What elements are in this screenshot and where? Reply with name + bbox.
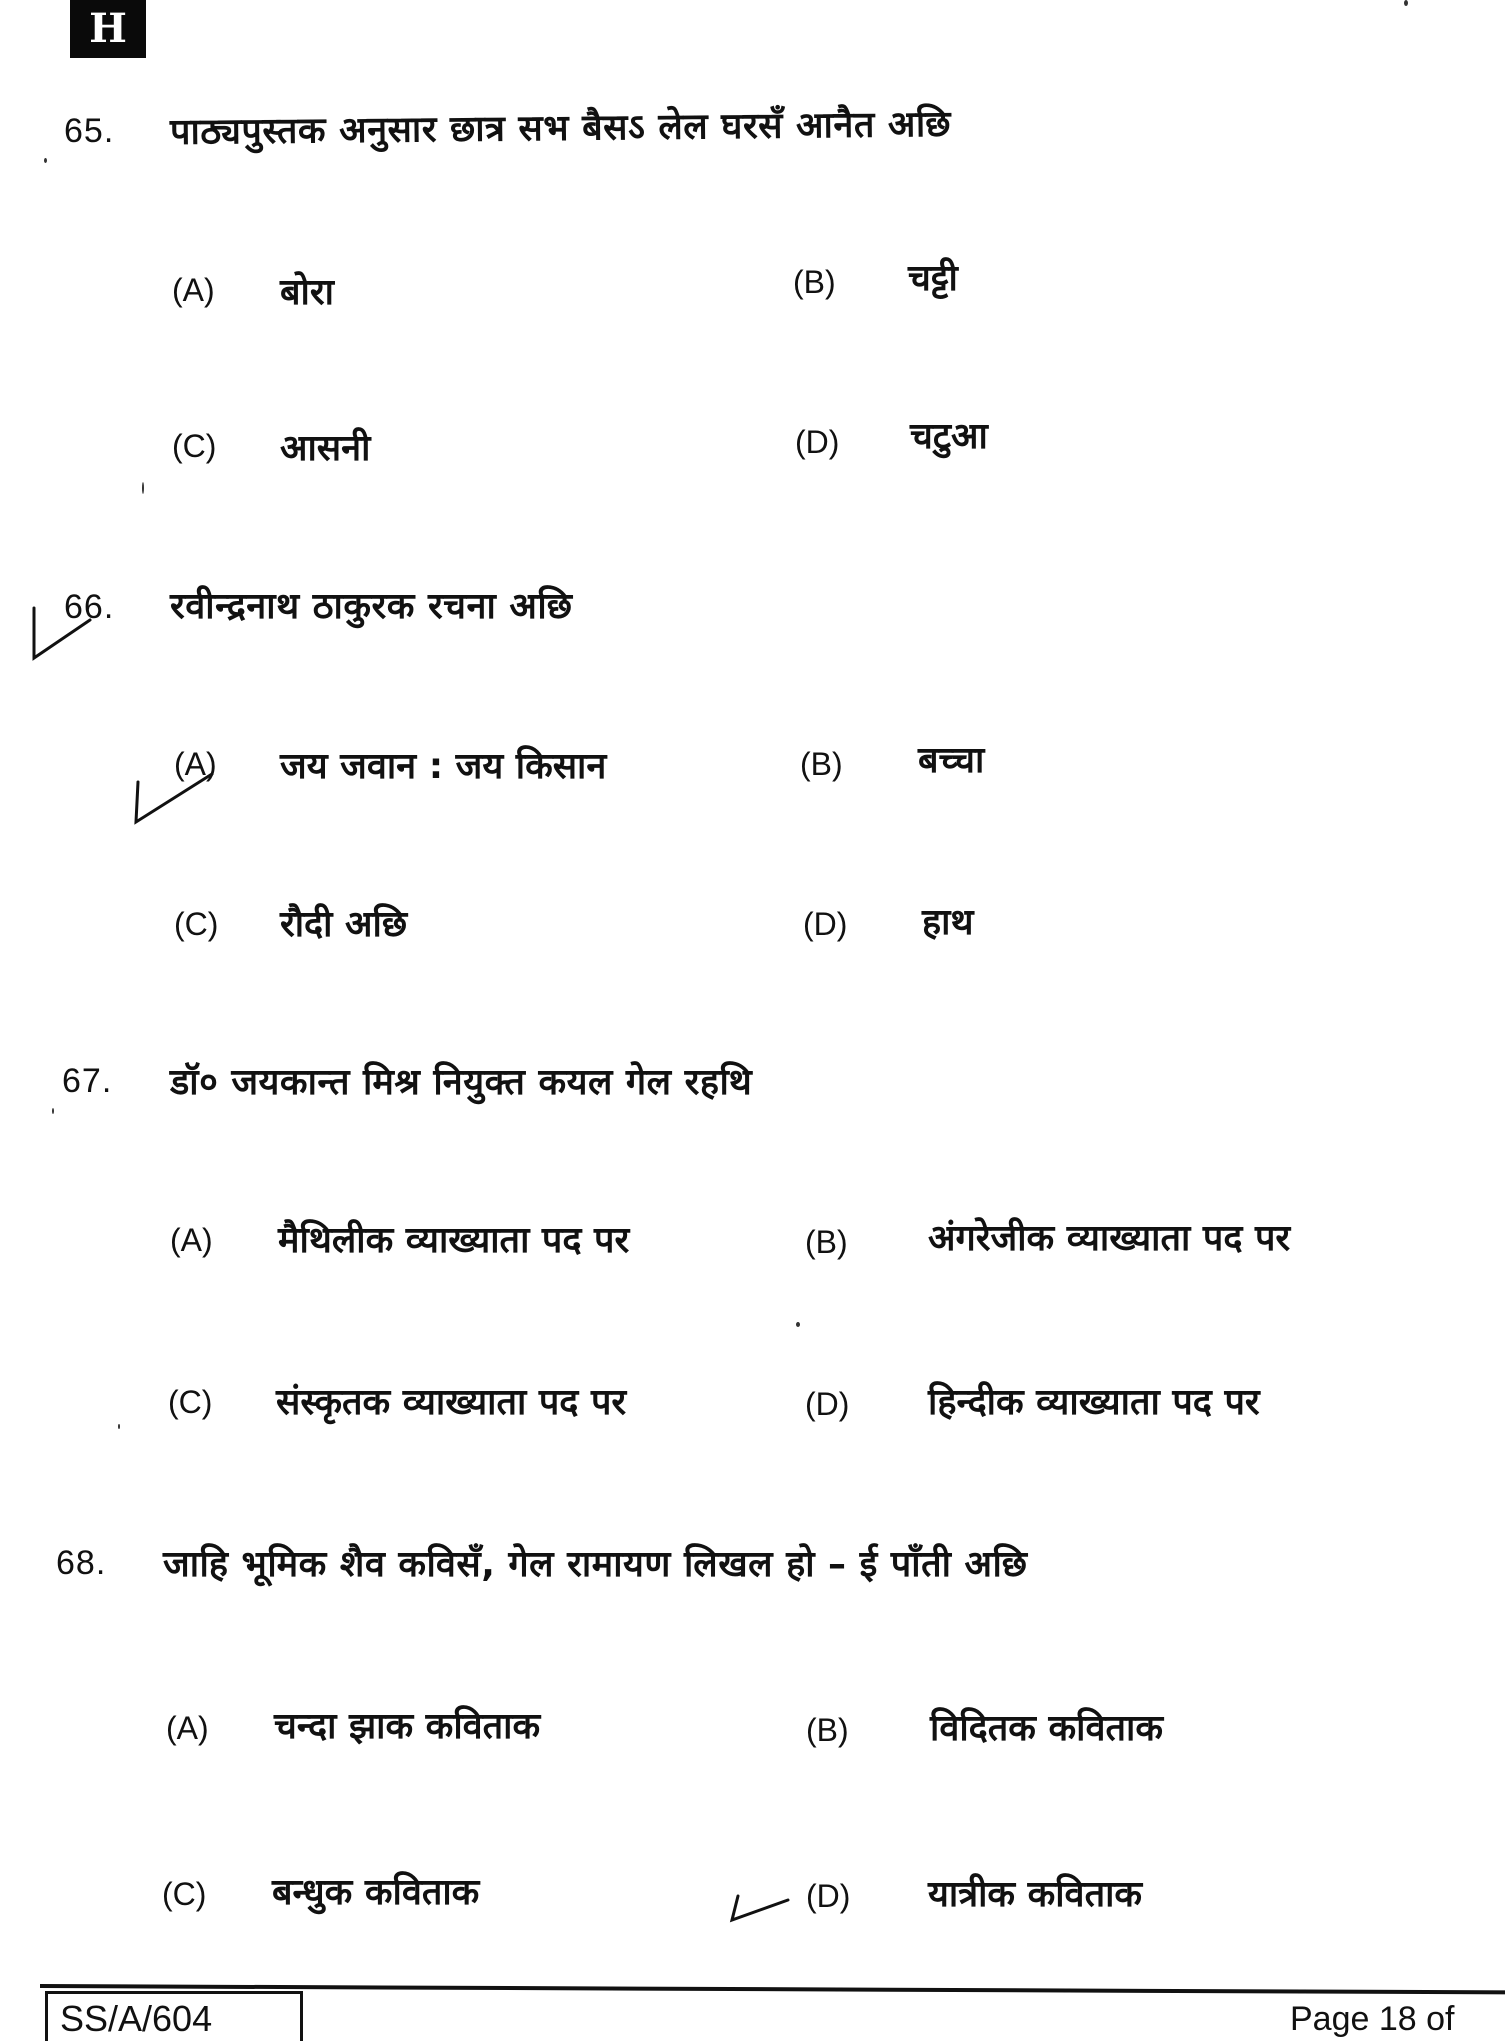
option-text-b: बच्चा bbox=[918, 740, 985, 781]
option-label-b: (B) bbox=[800, 746, 843, 782]
option-text-d: हिन्दीक व्याख्याता पद पर bbox=[928, 1382, 1260, 1423]
scan-speck bbox=[1404, 0, 1408, 6]
option-label-b: (B) bbox=[805, 1224, 848, 1260]
section-badge: H bbox=[70, 0, 146, 58]
option-label-c: (C) bbox=[162, 1876, 207, 1912]
question-text: जाहि भूमिक शैव कविसँ, गेल रामायण लिखल हो – ई पाँती अछि bbox=[163, 1544, 1028, 1585]
question-number: 68. bbox=[56, 1544, 107, 1582]
question-text: डॉ० जयकान्त मिश्र नियुक्त कयल गेल रहथि bbox=[170, 1062, 753, 1103]
checkmark-icon bbox=[132, 768, 222, 828]
option-text-a: चन्दा झाक कविताक bbox=[274, 1706, 541, 1747]
option-text-d: हाथ bbox=[922, 902, 974, 943]
checkmark-icon bbox=[28, 600, 118, 666]
paper-code: SS/A/604 bbox=[45, 1991, 303, 2041]
option-text-b: विदितक कविताक bbox=[930, 1708, 1163, 1749]
scan-speck bbox=[118, 1424, 120, 1429]
option-label-a: (A) bbox=[174, 746, 217, 782]
option-label-d: (D) bbox=[805, 1386, 850, 1422]
option-label-b: (B) bbox=[793, 264, 836, 300]
option-text-a: जय जवान : जय किसान bbox=[280, 746, 607, 787]
option-label-d: (D) bbox=[806, 1878, 851, 1914]
option-label-b: (B) bbox=[806, 1712, 849, 1748]
option-label-c: (C) bbox=[172, 428, 217, 464]
option-label-a: (A) bbox=[172, 272, 215, 308]
question-number: 65. bbox=[64, 112, 115, 150]
question-text: रवीन्द्रनाथ ठाकुरक रचना अछि bbox=[170, 586, 573, 627]
option-text-b: अंगरेजीक व्याख्याता पद पर bbox=[928, 1218, 1291, 1259]
scan-speck bbox=[44, 158, 47, 163]
option-text-c: बन्धुक कविताक bbox=[272, 1872, 480, 1913]
question-text: पाठ्यपुस्तक अनुसार छात्र सभ बैसऽ लेल घरसँ आनैत अछि bbox=[169, 103, 952, 153]
option-text-a: बोरा bbox=[280, 272, 334, 313]
scan-speck bbox=[52, 1108, 54, 1114]
question-number: 66. bbox=[64, 588, 115, 626]
question-number: 67. bbox=[62, 1062, 113, 1100]
scan-speck bbox=[796, 1322, 800, 1327]
option-text-d: चटुआ bbox=[910, 416, 988, 457]
checkmark-icon bbox=[728, 1886, 792, 1926]
page-number: Page 18 of bbox=[1290, 2000, 1455, 2038]
option-label-a: (A) bbox=[166, 1710, 209, 1746]
option-text-c: रौदी अछि bbox=[280, 904, 408, 945]
option-label-d: (D) bbox=[803, 906, 848, 942]
option-text-c: संस्कृतक व्याख्याता पद पर bbox=[276, 1382, 627, 1423]
option-text-d: यात्रीक कविताक bbox=[928, 1874, 1143, 1915]
option-label-a: (A) bbox=[170, 1222, 213, 1258]
option-label-c: (C) bbox=[168, 1384, 213, 1420]
scan-speck bbox=[142, 482, 144, 494]
option-label-c: (C) bbox=[174, 906, 219, 942]
option-label-d: (D) bbox=[795, 424, 840, 460]
option-text-c: आसनी bbox=[280, 428, 371, 469]
option-text-a: मैथिलीक व्याख्याता पद पर bbox=[278, 1220, 630, 1261]
option-text-b: चट्टी bbox=[908, 258, 958, 299]
